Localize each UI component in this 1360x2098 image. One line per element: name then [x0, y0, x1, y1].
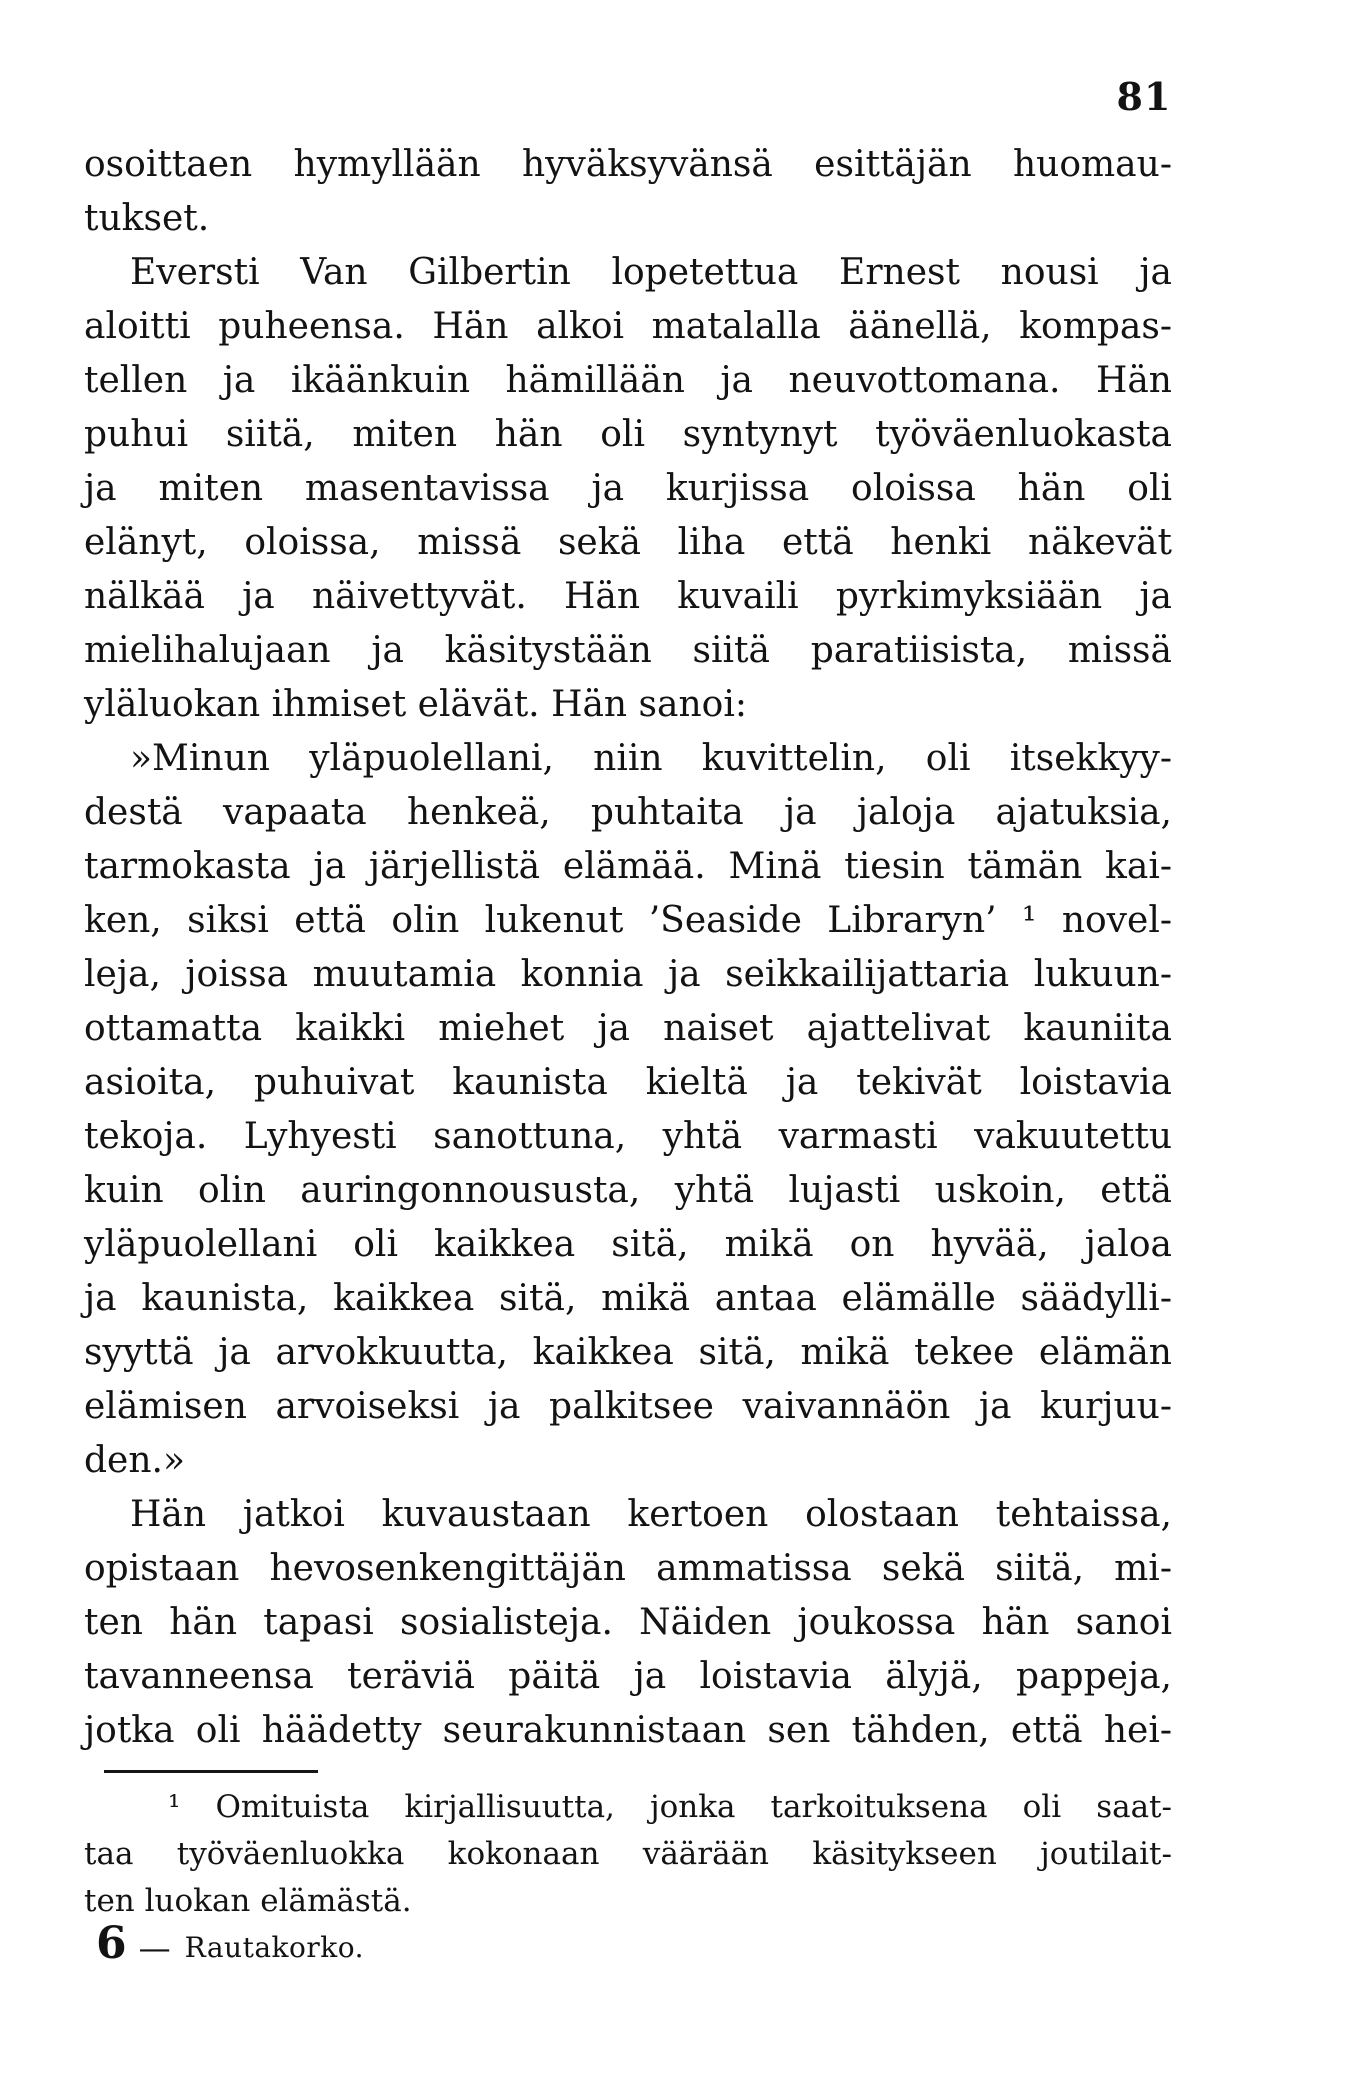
text-line: syyttä ja arvokkuutta, kaikkea sitä, mikä tekee elämän	[84, 1332, 1172, 1373]
text-line: osoittaen hymyllään hyväksyvänsä esittäjän huomau-	[84, 144, 1172, 185]
text-line: ottamatta kaikki miehet ja naiset ajattelivat kauniita	[84, 1008, 1172, 1049]
footnote	[84, 1784, 1172, 1925]
signature-number: 6	[96, 1918, 127, 1969]
text-line: »Minun yläpuolellani, niin kuvittelin, oli itsekkyy-	[130, 738, 1172, 779]
text-line: aloitti puheensa. Hän alkoi matalalla äänellä, kompas-	[84, 306, 1172, 347]
footnote-line: taa työväenluokka kokonaan väärään käsitykseen joutilait-	[84, 1836, 1172, 1872]
text-line: Eversti Van Gilbertin lopetettua Ernest nousi ja	[130, 252, 1172, 293]
text-line: tarmokasta ja järjellistä elämää. Minä tiesin tämän kai-	[84, 846, 1172, 887]
text-line: jotka oli häädetty seurakunnistaan sen tähden, että hei-	[84, 1710, 1172, 1751]
printers-signature	[96, 1918, 364, 1969]
text-line: yläpuolellani oli kaikkea sitä, mikä on hyvää, jaloa	[84, 1224, 1172, 1265]
text-line: opistaan hevosenkengittäjän ammatissa sekä siitä, mi-	[84, 1548, 1172, 1589]
signature-title: Rautakorko.	[184, 1931, 364, 1964]
text-line: Hän jatkoi kuvaustaan kertoen olostaan tehtaissa,	[130, 1494, 1172, 1535]
signature-dash: —	[138, 1929, 171, 1967]
text-line: nälkää ja näivettyvät. Hän kuvaili pyrkimyksiään ja	[84, 576, 1172, 617]
text-line: tukset.	[84, 198, 210, 239]
footnote-line: ten luokan elämästä.	[84, 1883, 412, 1919]
body-text	[84, 138, 1172, 1758]
footnote-line: ¹ Omituista kirjallisuutta, jonka tarkoituksena oli saat-	[168, 1789, 1172, 1825]
text-line: tellen ja ikäänkuin hämillään ja neuvottomana. Hän	[84, 360, 1172, 401]
text-line: den.»	[84, 1440, 186, 1481]
text-line: leja, joissa muutamia konnia ja seikkailijattaria lukuun-	[84, 954, 1172, 995]
text-line: elämisen arvoiseksi ja palkitsee vaivannäön ja kurjuu-	[84, 1386, 1172, 1427]
text-line: ken, siksi että olin lukenut ’Seaside Libraryn’ ¹ novel-	[84, 900, 1172, 941]
text-line: tekoja. Lyhyesti sanottuna, yhtä varmasti vakuutettu	[84, 1116, 1172, 1157]
text-line: ten hän tapasi sosialisteja. Näiden joukossa hän sanoi	[84, 1602, 1172, 1643]
text-line: ja miten masentavissa ja kurjissa oloissa hän oli	[84, 468, 1172, 509]
text-line: asioita, puhuivat kaunista kieltä ja tekivät loistavia	[84, 1062, 1172, 1103]
footnote-rule	[104, 1770, 318, 1773]
text-line: tavanneensa teräviä päitä ja loistavia älyjä, pappeja,	[84, 1656, 1172, 1697]
text-line: yläluokan ihmiset elävät. Hän sanoi:	[84, 684, 747, 725]
text-line: ja kaunista, kaikkea sitä, mikä antaa elämälle säädylli-	[84, 1278, 1172, 1319]
text-line: puhui siitä, miten hän oli syntynyt työväenluokasta	[84, 414, 1172, 455]
text-line: mielihalujaan ja käsitystään siitä paratiisista, missä	[84, 630, 1172, 671]
text-line: kuin olin auringonnoususta, yhtä lujasti uskoin, että	[84, 1170, 1172, 1211]
text-line: elänyt, oloissa, missä sekä liha että henki näkevät	[84, 522, 1172, 563]
page-number: 81	[1116, 74, 1172, 119]
text-line: destä vapaata henkeä, puhtaita ja jaloja ajatuksia,	[84, 792, 1172, 833]
